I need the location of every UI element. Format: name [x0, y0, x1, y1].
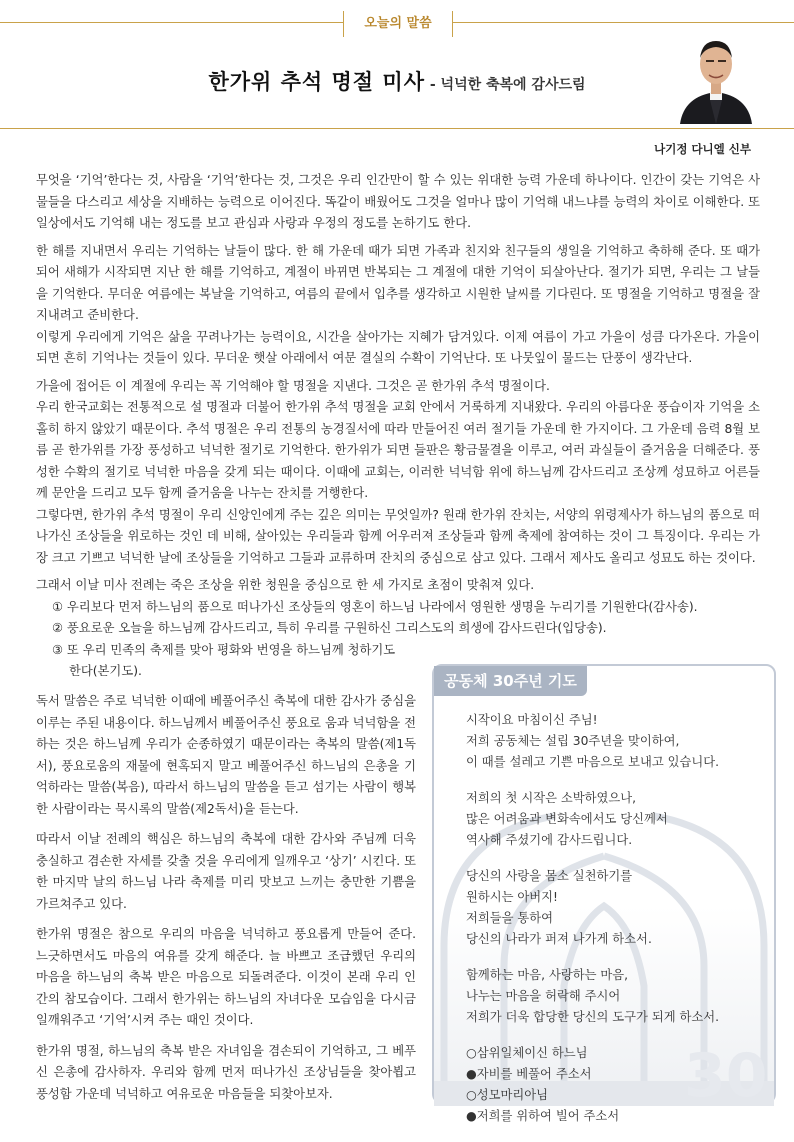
prayer-line: 함께하는 마음, 사랑하는 마음, [466, 968, 629, 982]
paragraph: 따라서 이날 전례의 핵심은 하느님의 축복에 대한 감사와 주님께 더욱 충실하고 겸손한 자세를 갖출 것을 우리에게 일깨우고 ‘상기’ 시킨다. 또한 마지막 날의 하느님 나라 축제를 미리 맛보고 느끼는 충만한 기쁨을 가르쳐주고 있다. [36, 832, 416, 911]
article-left-column [36, 691, 416, 1114]
prayer-stanza [466, 788, 766, 851]
prayer-line: 이 때를 설레고 기쁜 마음으로 보내고 있습니다. [466, 755, 720, 769]
prayer-line: 시작이요 마침이신 주님! [466, 713, 598, 727]
prayer-stanza [466, 965, 766, 1028]
title-rule [0, 128, 794, 129]
page-title [0, 66, 794, 96]
paragraph: 그렇다면, 한가위 추석 명절이 우리 신앙인에게 주는 깊은 의미는 무엇일까? 원래 한가위 잔치는, 서양의 위령제사가 하느님의 품으로 떠나가신 조상들을 위로하는 것인 데 비해, 살아있는 우리들과 함께 어우러져 조상들과 함께 축제에 참여하는 것이 그 특징이다. 우리는 가장 크고 기쁘고 넉넉한 날에 조상들을 기억하고 그들과 교류하며 잔치의 중심으로 삼고 있다. 그래서 제사도 올리고 성묘도 하는 것이다. [36, 507, 760, 565]
paragraph: 이렇게 우리에게 기억은 삶을 꾸려나가는 능력이요, 시간을 살아가는 지혜가 담겨있다. 이제 여름이 가고 가을이 성큼 다가온다. 가을이 되면 흔히 기억나는 것들이 있다. 무더운 햇살 아래에서 여문 결실의 수확이 기억난다. 또 나뭇잎이 물드는 단풍이 생각난다. [36, 329, 760, 365]
svg-text:30: 30 [684, 1041, 768, 1111]
paragraph: 가을에 접어든 이 계절에 우리는 꼭 기억해야 할 명절을 지낸다. 그것은 곧 한가위 추석 명절이다. [36, 378, 550, 393]
list-item: ① 우리보다 먼저 하느님의 품으로 떠나가신 조상들의 영혼이 하느님 나라에서 영원한 생명을 누리기를 기원한다(감사송). [52, 599, 698, 614]
paragraph: 독서 말씀은 주로 넉넉한 이때에 베풀어주신 축복에 대한 감사가 중심을 이루는 주된 내용이다. 하느님께서 베풀어주신 풍요로 움과 넉넉함을 전하는 것은 하느님께 우리가 순종하였기 때문이라는 축복의 말씀(제1독서), 풍요로움의 재물에 현혹되지 말고 베풀어주신 하느님의 은총을 기억하라는 말씀(복음), 따라서 하느님의 말씀을 듣고 섬기는 사람이 행복한 사람이라는 묵시록의 말씀(제2독서)을 듣는다. [36, 694, 416, 816]
prayer-line: ○성모마리아님 [466, 1088, 549, 1102]
paragraph: 무엇을 ‘기억’한다는 것, 사람을 ‘기억’한다는 것, 그것은 우리 인간만이 할 수 있는 위대한 능력 가운데 하나이다. 인간이 갖는 기억은 사물들을 다스리고 세상을 지배하는 능력으로 이어진다. 똑같이 배웠어도 그것을 얼마나 많이 기억해 내느냐를 능력의 차이로 이해한다. 또 일상에서도 기억해 내는 정도를 보고 관심과 사랑과 우정의 정도를 논하기도 한다. [36, 173, 760, 230]
paragraph: 우리 한국교회는 전통적으로 설 명절과 더불어 한가위 추석 명절을 교회 안에서 거룩하게 지내왔다. 우리의 아름다운 풍습이자 기억을 소홀히 하지 않았기 때문이다. 추석 명절은 우리 전통의 농경질서에 따라 만들어진 여러 절기들 가운데 한 가지이다. 그 가운데 음력 8월 보름 곧 한가위를 가장 풍성하고 넉넉한 절기로 기억한다. 한가위가 되면 들판은 황금물결을 이루고, 여러 과실들이 즐거움을 더해준다. 풍성한 수확의 절기로 넉넉한 마음을 갖게 되는 때이다. 이때에 교회는, 이러한 넉넉함 위에 하느님께 감사드리고 조상께 성묘하고 어른들께 문안을 드리고 모두 함께 즐거움을 나누는 잔치를 거행한다. [36, 400, 760, 500]
paragraph: 그래서 이날 미사 전례는 죽은 조상을 위한 청원을 중심으로 한 세 가지로 초점이 맞춰져 있다. [36, 578, 535, 592]
list-item: ② 풍요로운 오늘을 하느님께 감사드리고, 특히 우리를 구원하신 그리스도의 희생에 감사드린다(입당송). [52, 621, 607, 635]
prayer-line: 저희의 첫 시작은 소박하였으나, [466, 791, 637, 805]
prayer-stanza [466, 1043, 766, 1127]
prayer-line: 많은 어려움과 변화속에서도 당신께서 [466, 812, 668, 826]
prayer-line: 저희가 더욱 합당한 당신의 도구가 되게 하소서. [466, 1010, 720, 1024]
author-photo [678, 30, 754, 124]
prayer-line: 원하시는 아버지! [466, 890, 558, 904]
prayer-line: 역사해 주셨기에 감사드립니다. [466, 833, 633, 847]
prayer-line: ○삼위일체이신 하느님 [466, 1046, 588, 1060]
prayer-stanza [466, 866, 766, 950]
paragraph: 한가위 명절, 하느님의 축복 받은 자녀임을 겸손되이 기억하고, 그 베푸신 은총에 감사하자. 우리와 함께 먼저 떠나가신 조상님들을 찾아뵙고 풍성함 가운데 넉넉하고 여유로운 마음들을 되찾아보자. [36, 1043, 416, 1101]
prayer-stanza [466, 710, 766, 773]
list-item: ③ 또 우리 민족의 축제를 맞아 평화와 번영을 하느님께 청하기도 [52, 642, 396, 657]
prayer-line: 저희 공동체는 설립 30주년을 맞이하여, [466, 734, 680, 748]
prayer-line: ●저희를 위하여 빌어 주소서 [466, 1109, 620, 1123]
title-main: 한가위 추석 명절 미사 [208, 70, 425, 94]
list-item: 한다(본기도). [69, 664, 142, 678]
paragraph: 한가위 명절은 참으로 우리의 마음을 넉넉하고 풍요롭게 만들어 준다. 느긋하면서도 마음의 여유를 갖게 해준다. 늘 바쁘고 조급했던 우리의 마음을 하느님의 축복 받은 마음으로 되돌려준다. 이것이 본래 우리 인간의 참모습이다. 그래서 한가위는 하느님의 자녀다운 모습임을 다시금 일깨워주고 ‘기억’시켜 주는 때인 것이다. [36, 927, 416, 1027]
prayer-line: 당신의 나라가 퍼져 나가게 하소서. [466, 932, 652, 946]
prayer-title: 공동체 30주년 기도 [434, 666, 587, 696]
article-body [36, 170, 760, 683]
prayer-box [432, 664, 776, 1123]
prayer-line: 나누는 마음을 허락해 주시어 [466, 989, 621, 1003]
prayer-line: 저희들을 통하여 [466, 911, 554, 925]
prayer-text [466, 710, 766, 1142]
title-sub: - 넉넉한 축복에 감사드림 [424, 77, 586, 93]
prayer-line: 당신의 사랑을 몸소 실천하기를 [466, 869, 633, 883]
author-name: 나기정 다니엘 신부 [654, 142, 751, 156]
prayer-line: ●자비를 베풀어 주소서 [466, 1067, 592, 1081]
paragraph: 한 해를 지내면서 우리는 기억하는 날들이 많다. 한 해 가운데 때가 되면 가족과 친지와 친구들의 생일을 기억하고 축하해 준다. 또 때가 되어 새해가 시작되면 지난 한 해를 기억하고, 계절이 바뀌면 반복되는 그 계절에 대한 기억이 되살아난다. 절기가 되면, 우리는 그 날들을 기억한다. 무더운 여름에는 복날을 기억하고, 여름의 끝에서 입추를 생각하고 시원한 날씨를 기다린다. 또 명절을 기억하고 명절을 잘 지내려고 준비한다. [36, 243, 760, 322]
section-tag: 오늘의 말씀 [343, 11, 453, 37]
